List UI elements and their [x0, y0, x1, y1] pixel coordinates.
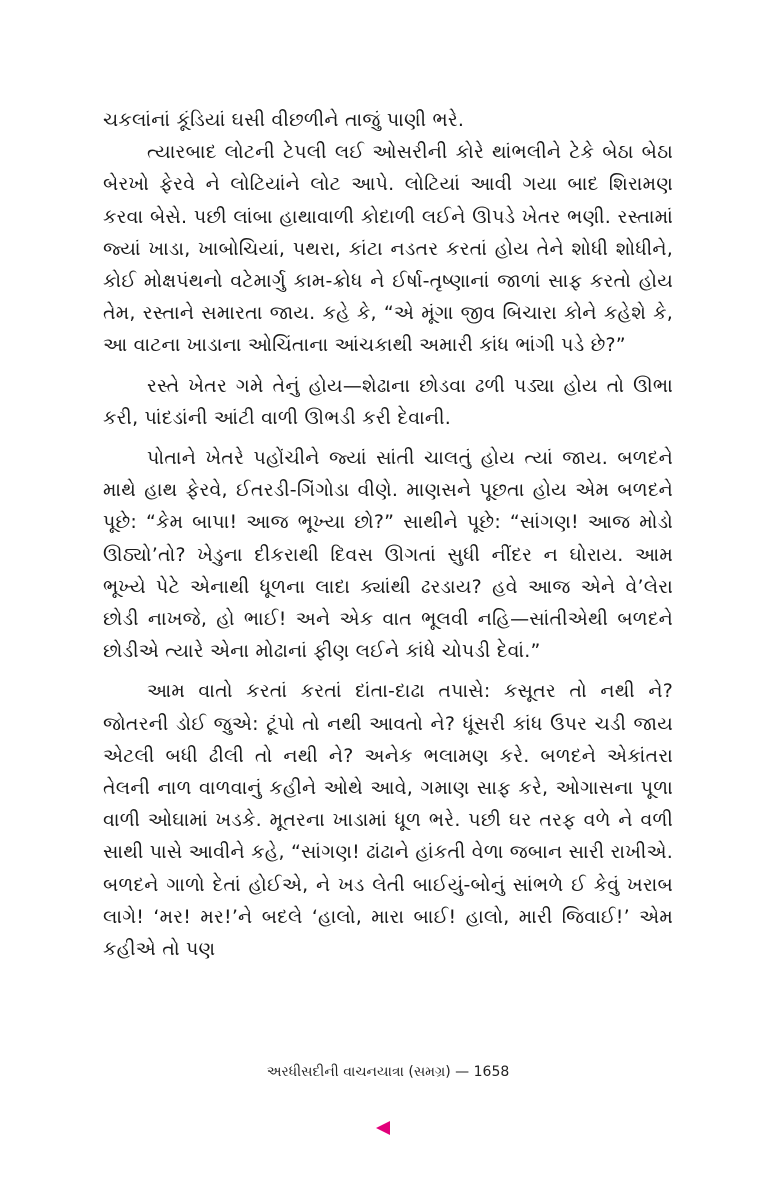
paragraph-2: ત્યારબાદ લોટની ટેપલી લઈ ઓસરીની કોરે થાંભલીને ટેકે બેઠા બેઠા બેરખો ફેરવે ને લોટિયાંને લોટ આપે. લોટિયાં આવી ગયા બાદ શિરામણ કરવા બેસે. પછી લાંબા હાથાવાળી કોદાળી લઈને ઊપડે ખેતર ભણી. રસ્તામાં જ્યાં ખાડા, ખાબોચિયાં, પથરા, કાંટા નડતર કરતાં હોય તેને શોધી શોધીને, કોઈ મોક્ષપંથનો વટેમાર્ગુ કામ-ક્રોધ ને ઈર્ષા-તૃષ્ણાનાં જાળાં સાફ કરતો હોય તેમ, રસ્તાને સમારતા જાય. કહે કે, “એ મૂંગા જીવ બિચારા કોને કહેશે કે, આ વાટના ખાડાના ઓચિંતાના આંચકાથી અમારી કાંધ ભાંગી પડે છે?” — [103, 141, 673, 357]
previous-page-arrow-icon[interactable] — [376, 1121, 390, 1135]
page-body — [103, 104, 673, 965]
paragraph-5: આમ વાતો કરતાં કરતાં દાંતા-દાઢા તપાસે: કસૂતર તો નથી ને? જોતરની ડોઈ જુએ: ટૂંપો તો નથી આવતો ને? ધૂંસરી કાંધ ઉપર ચડી જાય એટલી બધી ઢીલી તો નથી ને? અનેક ભલામણ કરે. બળદને એકાંતરા તેલની નાળ વાળવાનું કહીને ઓથે આવે, ગમાણ સાફ કરે, ઓગાસના પૂળા વાળી ઓઘામાં ખડકે. મૂતરના ખાડામાં ધૂળ ભરે. પછી ઘર તરફ વળે ને વળી સાથી પાસે આવીને કહે, “સાંગણ! ઢાંઢાને હાંકતી વેળા જબાન સારી રાખીએ. બળદને ગાળો દેતાં હોઈએ, ને ખડ લેતી બાઈયું-બોનું સાંભળે ઈ કેવું ખરાબ લાગે! ‘મર! મર!’ને બદલે ‘હાલો, મારા બાઈ! હાલો, મારી જિવાઈ!’ એમ કહીએ તો પણ — [103, 680, 673, 961]
paragraph-4: પોતાને ખેતરે પહોંચીને જ્યાં સાંતી ચાલતું હોય ત્યાં જાય. બળદને માથે હાથ ફેરવે, ઈતરડી-ગિંગોડા વીણે. માણસને પૂછતા હોય એમ બળદને પૂછે: “કેમ બાપા! આજ ભૂખ્યા છો?” સાથીને પૂછે: “સાંગણ! આજ મોડો ઊઠ્યો’તો? ખેડુના દીકરાથી દિવસ ઊગતાં સુધી નીંદર ન ઘોરાય. આમ ભૂખ્યે પેટે એનાથી ધૂળના લાદા ક્યાંથી ઢરડાય? હવે આજ એને વે’લેરા છોડી નાખજે, હો ભાઈ! અને એક વાત ભૂલવી નહિ—સાંતીએથી બળદને છોડીએ ત્યારે એના મોઢાનાં ફીણ લઈને કાંધે ચોપડી દેવાં.” — [103, 447, 673, 663]
page-footer: અરધીસદીની વાચનયાત્રા (સમગ્ર) — 1658 — [266, 1064, 510, 1080]
paragraph-3: રસ્તે ખેતર ગમે તેનું હોય—શેઢાના છોડવા ઢળી પડ્યા હોય તો ઊભા કરી, પાંદડાંની આંટી વાળી ઊભડી કરી દેવાની. — [103, 374, 673, 429]
paragraph-1: ચકલાંનાં કૂંડિયાં ઘસી વીછળીને તાજું પાણી ભરે. — [103, 109, 465, 131]
